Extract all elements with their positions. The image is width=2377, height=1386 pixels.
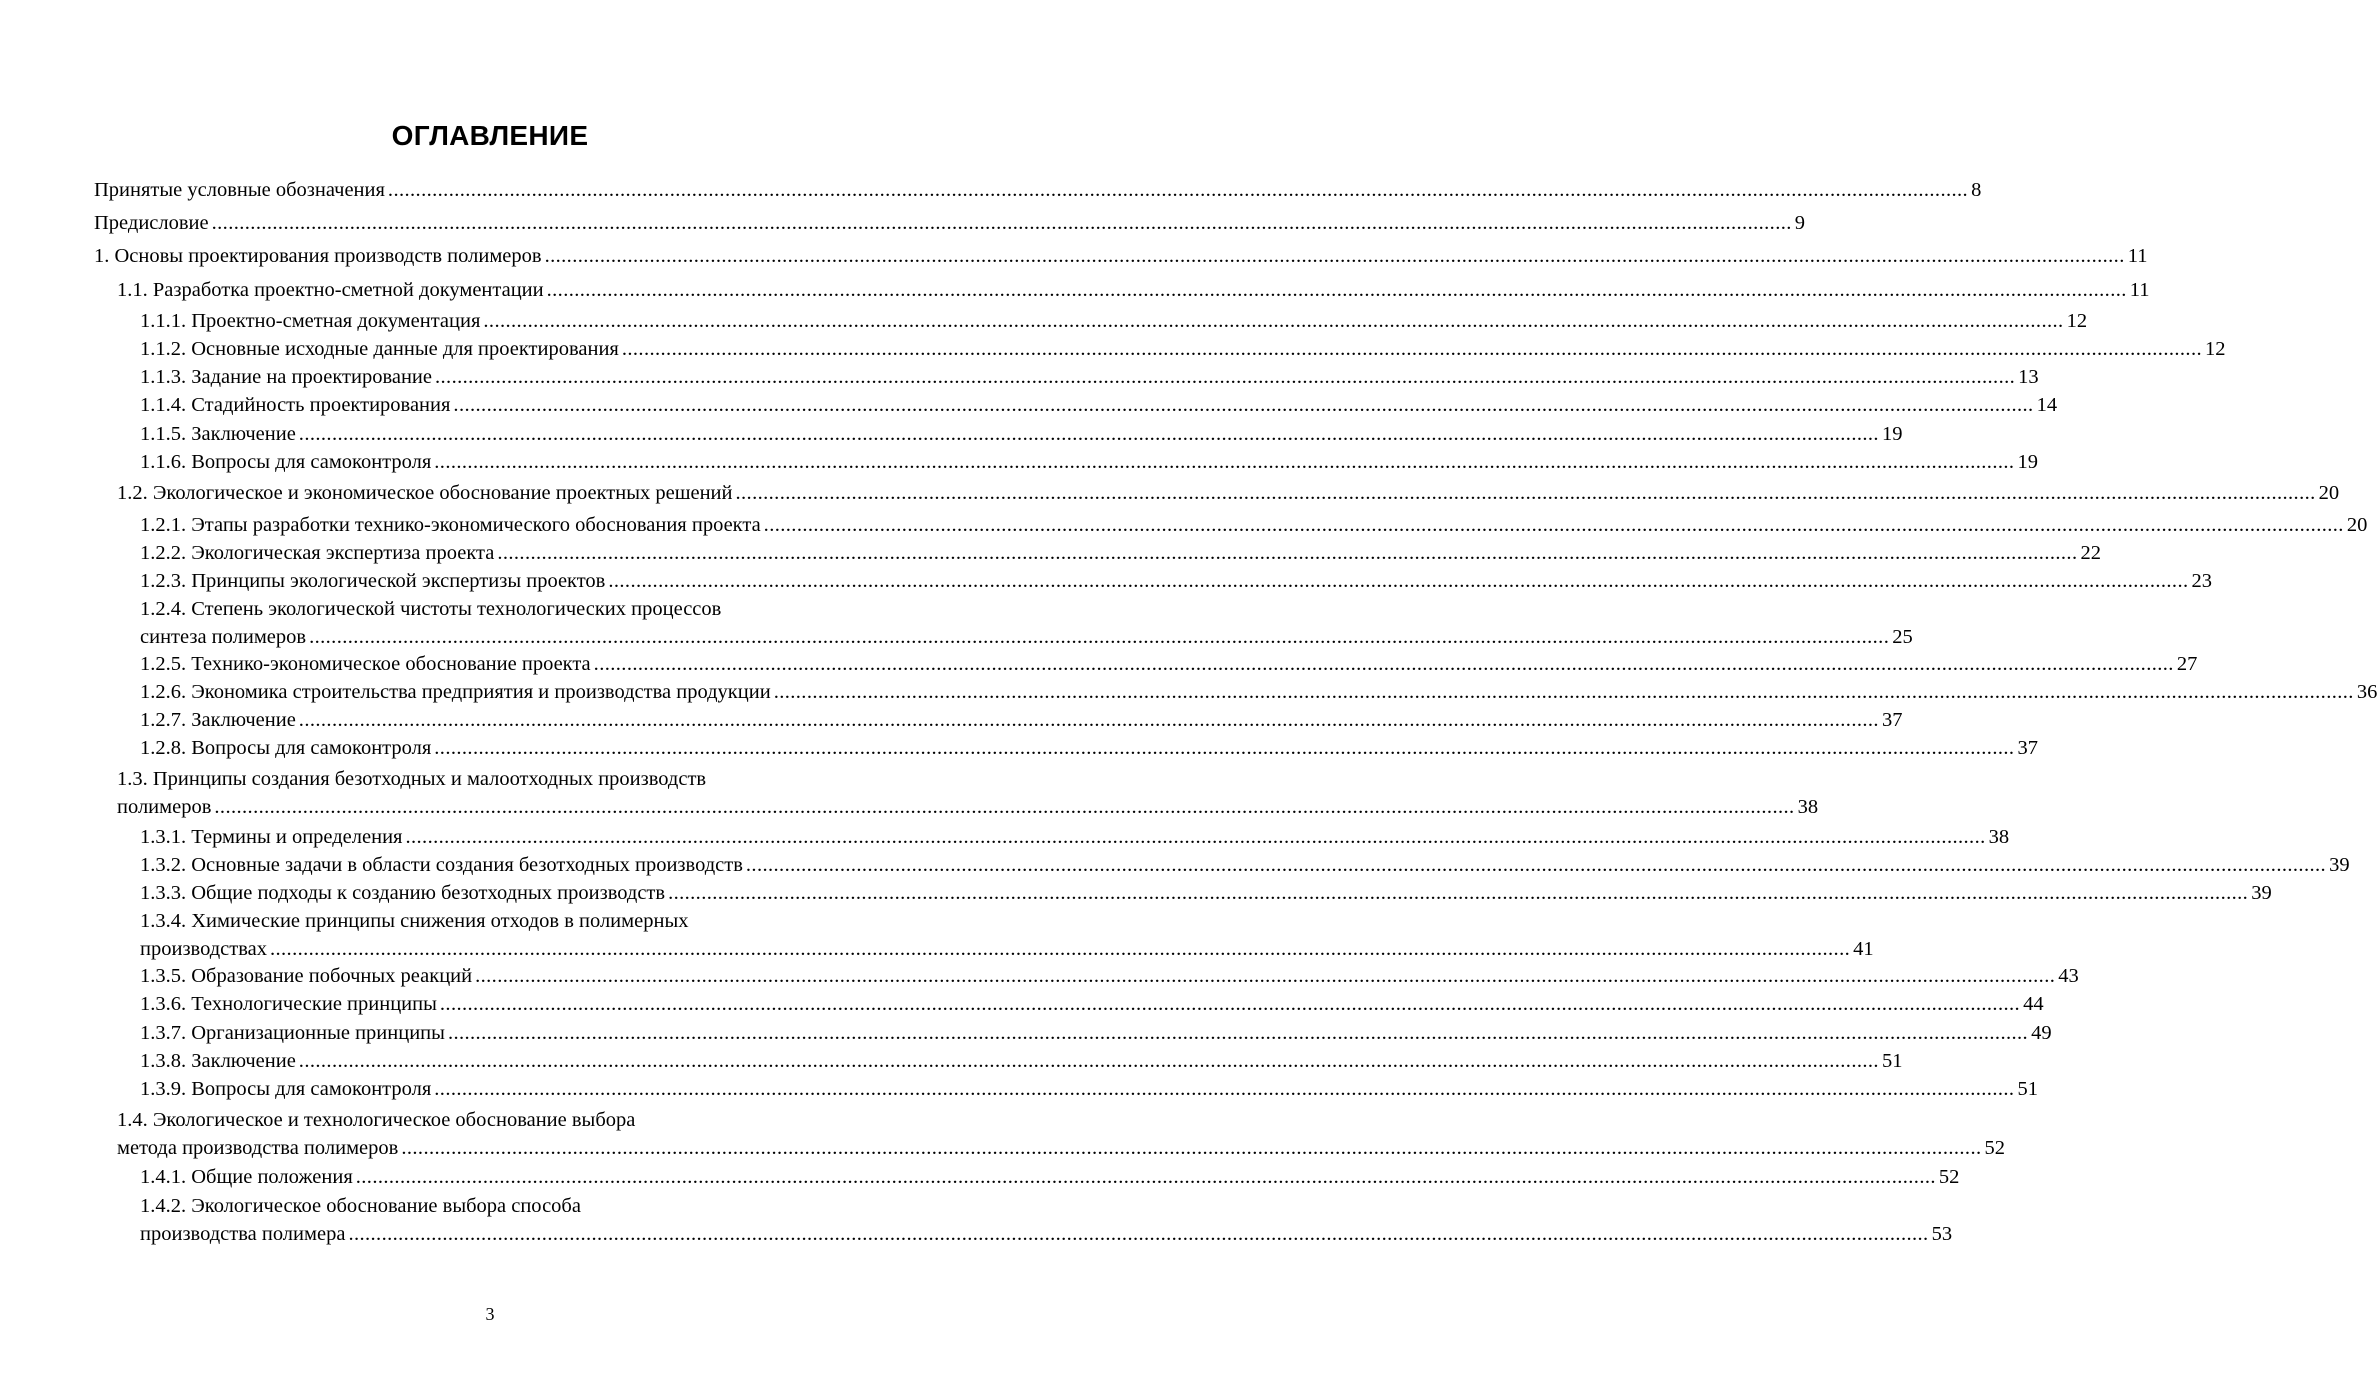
toc-entry[interactable] [140,1019,2052,1047]
toc-entry-page: 19 [2017,451,2038,473]
toc-entry-page: 25 [1892,626,1913,648]
toc-entry-page: 43 [2058,965,2079,987]
toc-entry-page: 53 [1931,1223,1953,1245]
toc-leader-dots [594,650,2174,678]
toc-leader-dots [299,420,1879,448]
toc-line [140,595,886,623]
toc-leader-dots [608,567,2188,595]
toc-line [117,1134,2005,1162]
toc-leader-dots [299,1047,1879,1075]
toc-leader-dots [356,1163,1936,1191]
toc-line [140,539,2101,567]
toc-entry-title: 1.1.6. Вопросы для самоконтроля [140,451,432,473]
toc-entry-title: 1.3.6. Технологические принципы [140,993,437,1015]
toc-entry-title: 1.1.2. Основные исходные данные для проектирования [140,338,619,360]
toc-entry[interactable] [140,879,2272,907]
toc-line [140,335,2226,363]
toc-entry[interactable] [117,765,1819,821]
toc-leader-dots [547,276,2127,304]
toc-entry-title: 1.3.3. Общие подходы к созданию безотходных производств [140,882,666,904]
toc-leader-dots [453,391,2033,419]
toc-entry-title: 1. Основы проектирования производств полимеров [94,245,542,267]
toc-entry-page: 13 [2018,366,2039,388]
toc-line [140,962,2079,990]
toc-line [140,1192,886,1220]
toc-line [140,650,2198,678]
toc-entry-title: 1.2.6. Экономика строительства предприятия и производства продукции [140,681,771,703]
toc-entry-title: синтеза полимеров [140,626,307,648]
toc-leader-dots [401,1134,1981,1162]
toc-line [140,1047,1903,1075]
toc-entry[interactable] [117,1106,2005,1162]
toc-entry-page: 23 [2191,570,2213,592]
toc-entry[interactable] [140,851,2350,879]
toc-entry-page: 11 [2127,245,2148,267]
toc-entry[interactable] [140,539,2101,567]
toc-entry-page: 51 [2017,1078,2038,1100]
toc-entry-page: 38 [1988,826,2010,848]
toc-leader-dots [774,678,2354,706]
toc-line [140,935,1874,963]
toc-line [140,734,2038,762]
toc-entry[interactable] [140,1047,1903,1075]
toc-entry[interactable] [140,595,1913,651]
toc-leader-dots [214,793,1794,821]
toc-leader-dots [388,176,1968,204]
toc-leader-dots [497,539,2077,567]
toc-entry-title: Предисловие [94,212,209,234]
toc-entry-page: 52 [1984,1137,2005,1159]
toc-leader-dots [746,851,2326,879]
toc-line [117,793,1819,821]
toc-entry-title: 1.2.4. Степень экологической чистоты технологических процессов [140,598,722,620]
toc-line [117,479,2340,507]
toc-entry-title: 1.3.1. Термины и определения [140,826,403,848]
toc-line [140,391,2058,419]
toc-entry[interactable] [140,567,2213,595]
toc-entry-title: полимеров [117,796,212,818]
toc-entry-page: 39 [2329,854,2350,876]
toc-entry-title: 1.3.2. Основные задачи в области создания безотходных производств [140,854,743,876]
toc-entry-page: 39 [2251,882,2272,904]
toc-entry-title: производствах [140,938,267,960]
toc-entry[interactable] [140,391,2058,419]
toc-entry[interactable] [140,962,2079,990]
toc-line [140,567,2213,595]
toc-entry-title: 1.1. Разработка проектно-сметной документации [117,279,544,301]
toc-entry-title: 1.3. Принципы создания безотходных и малоотходных производств [117,768,707,790]
toc-entry-title: 1.1.4. Стадийность проектирования [140,394,451,416]
toc-entry-page: 38 [1797,796,1819,818]
toc-entry[interactable] [140,335,2226,363]
toc-line [140,307,2088,335]
toc-line [117,1106,886,1134]
toc-entry-title: 1.2.1. Этапы разработки технико-экономического обоснования проекта [140,514,761,536]
page-title: ОГЛАВЛЕНИЕ [391,120,589,151]
toc-line [94,209,1806,237]
toc-leader-dots [475,962,2055,990]
toc-entry-page: 22 [2080,542,2101,564]
toc-line [140,990,2044,1018]
toc-entry[interactable] [140,1163,1960,1191]
toc-entry[interactable] [140,511,2368,539]
toc-entry[interactable] [140,678,2377,706]
toc-entry-title: 1.2.7. Заключение [140,709,296,731]
toc-entry-title: 1.3.5. Образование побочных реакций [140,965,473,987]
toc-entry-title: 1.4.2. Экологическое обоснование выбора способа [140,1195,581,1217]
toc-leader-dots [434,1075,2014,1103]
toc-leader-dots [309,623,1889,651]
toc-entry-page: 12 [2205,338,2226,360]
toc-leader-dots [668,879,2248,907]
toc-entry-title: 1.3.9. Вопросы для самоконтроля [140,1078,432,1100]
toc-entry[interactable] [140,363,2039,391]
toc-line [94,242,2148,270]
toc-line [140,851,2350,879]
toc-entry-page: 52 [1938,1166,1960,1188]
toc-entry-title: 1.2.5. Технико-экономическое обоснование проекта [140,653,591,675]
toc-leader-dots [440,990,2020,1018]
toc-entry[interactable] [140,734,2038,762]
toc-line [140,511,2368,539]
toc-entry[interactable] [117,479,2340,507]
toc-entry-title: 1.4. Экологическое и технологическое обоснование выбора [117,1109,636,1131]
toc-entry-page: 20 [2318,482,2340,504]
toc-entry-title: 1.3.4. Химические принципы снижения отходов в полимерных [140,910,689,932]
toc-line [94,176,1982,204]
toc-entry[interactable] [94,209,1806,237]
toc-leader-dots [434,734,2014,762]
toc-entry[interactable] [140,448,2038,476]
toc-entry-title: 1.3.7. Организационные принципы [140,1022,445,1044]
toc-entry[interactable] [140,307,2088,335]
toc-entry[interactable] [140,1075,2038,1103]
toc-leader-dots [348,1220,1928,1248]
toc-entry-title: Принятые условные обозначения [94,179,385,201]
toc-entry-page: 11 [2129,279,2150,301]
toc-line [140,448,2038,476]
toc-entry-page: 44 [2023,993,2044,1015]
toc-entry-title: 1.2.3. Принципы экологической экспертизы проектов [140,570,606,592]
toc-entry[interactable] [94,176,1982,204]
toc-entry-title: 1.1.5. Заключение [140,423,296,445]
toc-entry-title: 1.2.2. Экологическая экспертиза проекта [140,542,495,564]
toc-line [140,1019,2052,1047]
toc-entry-title: 1.2. Экологическое и экономическое обоснование проектных решений [117,482,733,504]
toc-entry[interactable] [117,276,2150,304]
toc-entry-page: 41 [1853,938,1874,960]
toc-line [140,1220,1953,1248]
toc-entry-title: 1.1.3. Задание на проектирование [140,366,432,388]
toc-line [140,420,1903,448]
toc-entry-page: 20 [2346,514,2368,536]
toc-entry-page: 36 [2356,681,2377,703]
toc-entry-title: 1.2.8. Вопросы для самоконтроля [140,737,432,759]
toc-line [117,765,886,793]
toc-entry[interactable] [94,242,2148,270]
toc-entry-page: 37 [1881,709,1903,731]
toc-line [140,363,2039,391]
toc-leader-dots [405,823,1985,851]
page-number: 3 [485,1304,495,1324]
toc-entry-title: 1.1.1. Проектно-сметная документация [140,310,481,332]
toc-entry-title: 1.4.1. Общие положения [140,1166,353,1188]
toc-line [140,706,1903,734]
toc-entry-page: 37 [2017,737,2038,759]
toc-entry-page: 27 [2176,653,2198,675]
toc-leader-dots [483,307,2063,335]
toc-line [140,623,1913,651]
toc-leader-dots [299,706,1879,734]
toc-entry-page: 9 [1794,212,1806,234]
toc-leader-dots [545,242,2125,270]
toc-entry[interactable] [140,823,2010,851]
toc-leader-dots [434,448,2014,476]
toc-line [117,276,2150,304]
toc-entry[interactable] [140,907,1874,963]
toc-entry-page: 14 [2036,394,2058,416]
toc-entry[interactable] [140,990,2044,1018]
toc-entry-page: 49 [2031,1022,2052,1044]
toc-entry-page: 51 [1881,1050,1903,1072]
toc-leader-dots [270,935,1850,963]
toc-entry[interactable] [140,650,2198,678]
toc-leader-dots [448,1019,2028,1047]
toc-entry-title: метода производства полимеров [117,1137,399,1159]
toc-entry-title: 1.3.8. Заключение [140,1050,296,1072]
toc-line [140,823,2010,851]
toc-entry[interactable] [140,420,1903,448]
toc-line [140,879,2272,907]
toc-line [140,1163,1960,1191]
toc-entry-page: 19 [1881,423,1903,445]
toc-leader-dots [736,479,2316,507]
toc-line [140,678,2377,706]
toc-entry-title: производства полимера [140,1223,346,1245]
toc-line [140,1075,2038,1103]
toc-leader-dots [764,511,2344,539]
toc-entry-page: 12 [2066,310,2088,332]
toc-entry[interactable] [140,706,1903,734]
toc-leader-dots [435,363,2015,391]
toc-entry[interactable] [140,1192,1953,1248]
toc-leader-dots [622,335,2202,363]
toc-line [140,907,886,935]
toc-entry-page: 8 [1971,179,1982,201]
toc-leader-dots [212,209,1792,237]
